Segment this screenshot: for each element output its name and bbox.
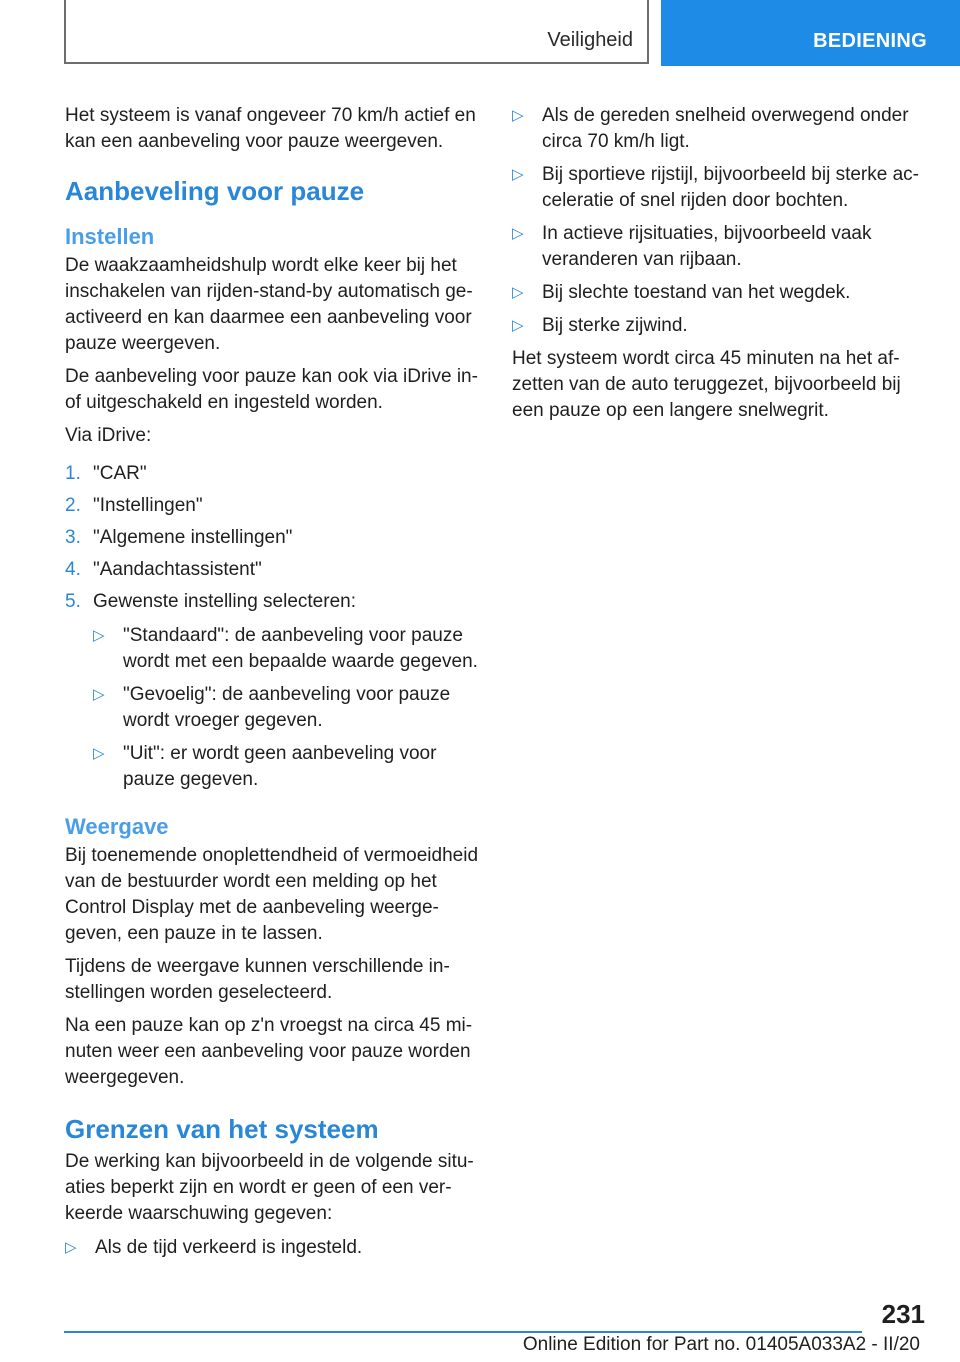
display-paragraph-3: Na een pauze kan op z'n vroegst na circa 45 minuten weer een aanbeveling voor pauze worden weergegeven. [65,1015,473,1088]
limit-text: Als de gereden snelheid overwegend onder circa 70 km/h ligt. [542,105,909,152]
step-text: "Aandachtassistent" [93,559,262,580]
limit-item [512,280,928,306]
triangle-right-icon: ▷ [93,686,105,703]
triangle-right-icon: ▷ [93,745,105,762]
limit-text: Bij slechte toestand van het wegdek. [542,282,851,303]
step-item [65,461,483,487]
settings-paragraph-3: Via iDrive: [65,425,152,446]
limit-item [512,221,928,273]
option-text: "Standaard": de aanbeveling voor pauze wordt met een bepaalde waarde gegeven. [123,625,478,672]
options-list [93,623,483,793]
step-item [65,525,483,551]
option-item [93,623,483,675]
page-number: 231 [881,1299,925,1329]
triangle-right-icon: ▷ [512,317,524,334]
limit-text: In actieve rijsituaties, bijvoorbeeld vaak veranderen van rijbaan. [542,223,872,270]
step-number: 5. [65,591,81,612]
header-section-box [64,0,649,64]
section-title-break-recommendation: Aanbeveling voor pauze [65,176,365,206]
limits-list-right [512,103,928,339]
step-number: 3. [65,527,81,548]
header-chapter-tab [661,0,960,66]
limit-item [65,1235,483,1261]
intro-paragraph: Het systeem is vanaf ongeveer 70 km/h actief en kan een aanbeveling voor pauze weergeven. [65,105,476,152]
idrive-steps-list [65,461,483,793]
section-title-system-limits: Grenzen van het systeem [65,1114,379,1144]
display-paragraph-2: Tijdens de weergave kunnen verschillende instellingen worden geselecteerd. [65,956,450,1003]
limit-text: Als de tijd verkeerd is ingesteld. [95,1237,363,1258]
settings-paragraph-1: De waakzaamheidshulp wordt elke keer bij het inschakelen van rijden-stand-by automatisch geactiveerd en kan daarmee een aanbeveling voor pauze weergeven. [65,255,473,354]
option-item [93,682,483,734]
subheading-display: Weergave [65,814,169,839]
triangle-right-icon: ▷ [512,166,524,183]
header-chapter-label: BEDIENING [813,30,927,52]
step-item [65,557,483,583]
step-item [65,589,483,793]
triangle-right-icon: ▷ [65,1239,77,1256]
step-text: "Algemene instellingen" [93,527,293,548]
triangle-right-icon: ▷ [512,225,524,242]
step-item [65,493,483,519]
display-paragraph-1: Bij toenemende onoplettendheid of vermoeidheid van de bestuurder wordt een melding op het Control Display met de aanbeveling weergegeven, een pauze in te lassen. [65,845,479,944]
settings-paragraph-2: De aanbeveling voor pauze kan ook via iDrive in- of uitgeschakeld en ingesteld worden. [65,366,478,413]
step-text: "Instellingen" [93,495,203,516]
limit-item [512,103,928,155]
step-number: 4. [65,559,81,580]
step-number: 1. [65,463,81,484]
left-column [65,103,483,1268]
limit-item [512,162,928,214]
step-text: "CAR" [93,463,147,484]
limit-item [512,313,928,339]
option-item [93,741,483,793]
limit-text: Bij sportieve rijstijl, bijvoorbeeld bij sterke acceleratie of snel rijden door bochten. [542,164,919,211]
triangle-right-icon: ▷ [512,284,524,301]
footer-divider [64,1331,862,1333]
option-text: "Gevoelig": de aanbeveling voor pauze wordt vroeger gegeven. [123,684,451,731]
footer-edition-text: Online Edition for Part no. 01405A033A2 - II/20 [522,1334,920,1355]
reset-paragraph: Het systeem wordt circa 45 minuten na het afzetten van de auto teruggezet, bijvoorbeeld bij een pauze op een langere snelwegrit. [512,348,901,421]
triangle-right-icon: ▷ [512,107,524,124]
limits-list-left [65,1235,483,1261]
right-column [512,103,928,431]
header-section-title: Veiligheid [547,29,633,51]
page-header [0,0,960,66]
step-text: Gewenste instelling selecteren: [93,591,356,612]
triangle-right-icon: ▷ [93,627,105,644]
option-text: "Uit": er wordt geen aanbeveling voor pauze gegeven. [123,743,437,790]
step-number: 2. [65,495,81,516]
limits-paragraph: De werking kan bijvoorbeeld in de volgende situaties beperkt zijn en wordt er geen of een verkeerde waarschuwing gegeven: [65,1151,474,1224]
limit-text: Bij sterke zijwind. [542,315,688,336]
subheading-settings: Instellen [65,224,155,249]
